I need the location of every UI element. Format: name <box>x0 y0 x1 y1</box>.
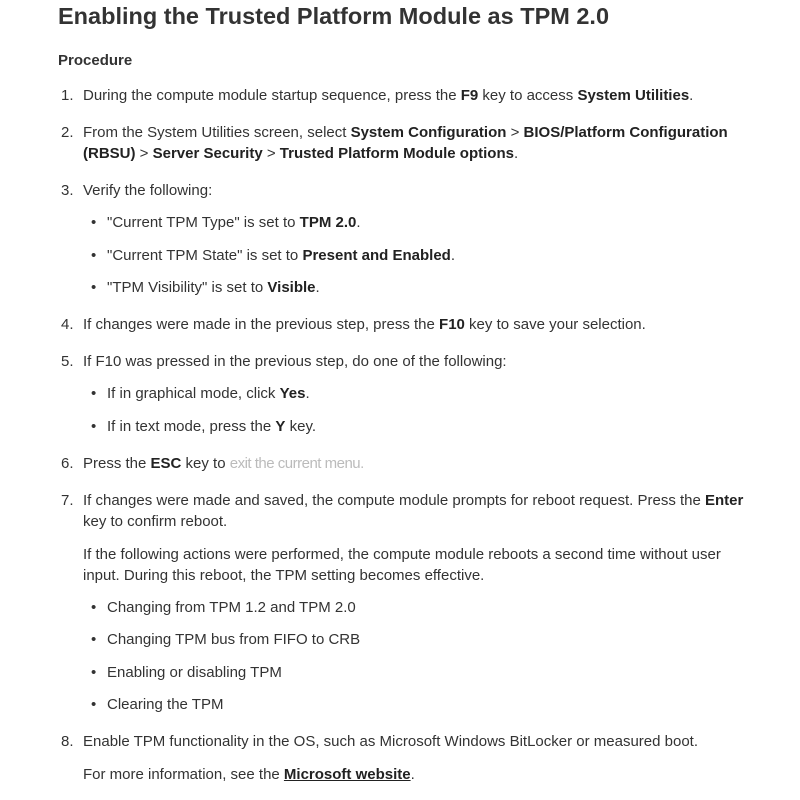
step-8: 8. Enable TPM functionality in the OS, such as Microsoft Windows BitLocker or measured boot. For more information, see the Microsoft website. <box>58 731 753 785</box>
step-4: 4. If changes were made in the previous step, press the F10 key to save your selection. <box>61 316 646 333</box>
step-2: 2. From the System Utilities screen, select System Configuration > BIOS/Platform Configuration (RBSU) > Server Security > Trusted Platform Module options. <box>61 124 728 162</box>
bullet-item: • Changing TPM bus from FIFO to CRB <box>91 631 361 648</box>
page-title: Enabling the Trusted Platform Module as TPM 2.0 <box>58 3 610 29</box>
bullet-item: • "Current TPM State" is set to Present and Enabled. <box>91 246 455 264</box>
bullet-item: • If in text mode, press the Y key. <box>91 417 317 435</box>
more-info-paragraph: For more information, see the Microsoft website. <box>83 766 415 783</box>
step-6: 6. Press the ESC key to exit the current menu. <box>61 454 364 472</box>
step-1: 1. During the compute module startup sequence, press the F9 key to access System Utilities. <box>61 87 694 104</box>
step-5: 5. If F10 was pressed in the previous step, do one of the following: • If in graphical mode, click Yes. • If in text mode, press the Y key. <box>58 351 753 437</box>
microsoft-website-link[interactable]: Microsoft website <box>283 766 411 783</box>
step-7: 7. If changes were made and saved, the compute module prompts for reboot request. Press the Enter key to confirm reboot. If the following actions were performed, the compute module reboots a second time without user input. During this reboot, the TPM setting becomes effective. • Changing from TPM 1.2 and TPM 2.0 • Changing TPM bus from FIFO to CRB • Enabling or disabling TPM • Clearing the TPM <box>58 490 753 716</box>
note-paragraph: If the following actions were performed, the compute module reboots a second time without user input. During this reboot, the TPM setting becomes effective. <box>83 545 721 584</box>
step-3: 3. Verify the following: • "Current TPM Type" is set to TPM 2.0. • "Current TPM State" is set to Present and Enabled. • "TPM Visibility" is set to Visible. <box>58 180 753 298</box>
procedure-list <box>58 85 800 785</box>
bullet-item: • Enabling or disabling TPM <box>91 663 282 681</box>
section-heading: Procedure <box>58 52 133 69</box>
bullet-item: • If in graphical mode, click Yes. <box>91 385 310 402</box>
bullet-item: • "Current TPM Type" is set to TPM 2.0. <box>91 214 361 231</box>
bullet-item: • Changing from TPM 1.2 and TPM 2.0 <box>91 598 356 616</box>
bullet-item: • "TPM Visibility" is set to Visible. <box>91 279 320 296</box>
bullet-item: • Clearing the TPM <box>91 696 224 713</box>
